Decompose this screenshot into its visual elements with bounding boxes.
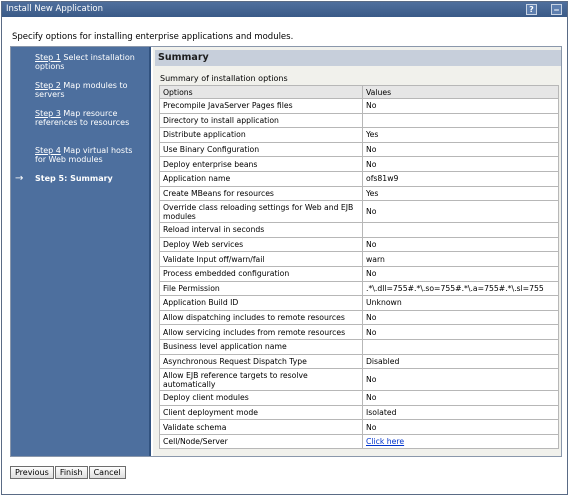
finish-button[interactable]: Finish	[55, 466, 88, 479]
table-row	[160, 391, 559, 406]
option-name-cell: Application Build ID	[160, 296, 363, 311]
option-value-cell: No	[363, 142, 559, 157]
step-2-number[interactable]: Step 2	[35, 81, 61, 90]
table-row	[160, 369, 559, 391]
table-header-row	[160, 86, 559, 99]
column-header-options: Options	[160, 86, 363, 99]
option-name-cell: Allow servicing includes from remote resources	[160, 325, 363, 340]
option-value-cell: No	[363, 237, 559, 252]
option-name-cell: File Permission	[160, 281, 363, 296]
option-name-cell: Directory to install application	[160, 113, 363, 128]
option-value-cell: No	[363, 391, 559, 406]
step-5-current: Step 5: Summary	[35, 174, 113, 183]
wizard-steps-sidebar	[11, 47, 151, 456]
option-name-cell: Use Binary Configuration	[160, 142, 363, 157]
option-name-cell: Precompile JavaServer Pages files	[160, 99, 363, 114]
option-name-cell: Allow dispatching includes to remote resources	[160, 310, 363, 325]
table-row	[160, 201, 559, 223]
table-row	[160, 434, 559, 449]
option-name-cell: Create MBeans for resources	[160, 186, 363, 201]
table-row	[160, 405, 559, 420]
table-row	[160, 99, 559, 114]
option-value-cell: Yes	[363, 128, 559, 143]
option-name-cell: Override class reloading settings for Web and EJB modules	[160, 201, 363, 223]
step-4-label: Map virtual hosts for Web modules	[35, 146, 133, 164]
option-name-cell: Deploy Web services	[160, 237, 363, 252]
option-value-cell: No	[363, 420, 559, 435]
option-value-cell: ofs81w9	[363, 171, 559, 186]
table-row	[160, 339, 559, 354]
intro-text: Specify options for installing enterprise applications and modules.	[12, 32, 294, 42]
table-row	[160, 296, 559, 311]
table-row	[160, 237, 559, 252]
cell-node-server-link[interactable]: Click here	[363, 434, 559, 449]
option-name-cell: Allow EJB reference targets to resolve automatically	[160, 369, 363, 391]
step-4-number[interactable]: Step 4	[35, 146, 61, 155]
option-value-cell: warn	[363, 252, 559, 267]
table-row	[160, 113, 559, 128]
column-header-values: Values	[363, 86, 559, 99]
option-value-cell	[363, 339, 559, 354]
option-name-cell: Asynchronous Request Dispatch Type	[160, 354, 363, 369]
option-name-cell: Client deployment mode	[160, 405, 363, 420]
step-3-number[interactable]: Step 3	[35, 109, 61, 118]
table-row	[160, 325, 559, 340]
install-new-application-window	[1, 1, 568, 495]
option-name-cell: Validate schema	[160, 420, 363, 435]
option-name-cell: Cell/Node/Server	[160, 434, 363, 449]
summary-heading: Summary	[155, 50, 561, 66]
option-name-cell: Reload interval in seconds	[160, 223, 363, 238]
table-row	[160, 252, 559, 267]
summary-content	[153, 47, 561, 456]
minimize-icon[interactable]: ‒	[551, 4, 562, 15]
option-value-cell: No	[363, 369, 559, 391]
step-4-link[interactable]	[35, 146, 145, 164]
table-row	[160, 171, 559, 186]
table-row	[160, 266, 559, 281]
help-icon[interactable]: ?	[526, 4, 537, 15]
step-1-number[interactable]: Step 1	[35, 53, 61, 62]
option-name-cell: Deploy client modules	[160, 391, 363, 406]
current-step-arrow-icon: →	[15, 173, 24, 184]
table-row	[160, 157, 559, 172]
step-3-label: Map resource references to resources	[35, 109, 130, 127]
option-value-cell: No	[363, 310, 559, 325]
option-value-cell: No	[363, 99, 559, 114]
table-row	[160, 223, 559, 238]
option-value-cell	[363, 223, 559, 238]
table-row	[160, 128, 559, 143]
option-value-cell: Yes	[363, 186, 559, 201]
step-1-label: Select installation options	[35, 53, 135, 71]
option-value-cell: Disabled	[363, 354, 559, 369]
summary-options-table	[159, 85, 559, 449]
wizard-panel	[10, 46, 562, 457]
option-value-cell: .*\.dll=755#.*\.so=755#.*\.a=755#.*\.sl=755	[363, 281, 559, 296]
window-title-bar	[2, 2, 567, 17]
table-row	[160, 420, 559, 435]
table-row	[160, 281, 559, 296]
table-row	[160, 354, 559, 369]
option-value-cell: No	[363, 325, 559, 340]
step-2-label: Map modules to servers	[35, 81, 128, 99]
option-value-cell: No	[363, 266, 559, 281]
summary-caption: Summary of installation options	[160, 74, 288, 83]
cancel-button[interactable]: Cancel	[89, 466, 126, 479]
option-value-cell: Unknown	[363, 296, 559, 311]
option-name-cell: Validate Input off/warn/fail	[160, 252, 363, 267]
option-name-cell: Process embedded configuration	[160, 266, 363, 281]
previous-button[interactable]: Previous	[10, 466, 54, 479]
table-row	[160, 186, 559, 201]
option-name-cell: Business level application name	[160, 339, 363, 354]
option-value-cell: Isolated	[363, 405, 559, 420]
table-row	[160, 310, 559, 325]
option-name-cell: Application name	[160, 171, 363, 186]
option-value-cell: No	[363, 201, 559, 223]
option-name-cell: Distribute application	[160, 128, 363, 143]
step-1-link[interactable]	[35, 53, 145, 71]
option-value-cell: No	[363, 157, 559, 172]
window-title: Install New Application	[6, 4, 104, 14]
option-name-cell: Deploy enterprise beans	[160, 157, 363, 172]
wizard-button-bar	[10, 466, 127, 480]
option-value-cell	[363, 113, 559, 128]
step-2-link[interactable]	[35, 81, 145, 99]
step-3-link[interactable]	[35, 109, 145, 127]
table-row	[160, 142, 559, 157]
